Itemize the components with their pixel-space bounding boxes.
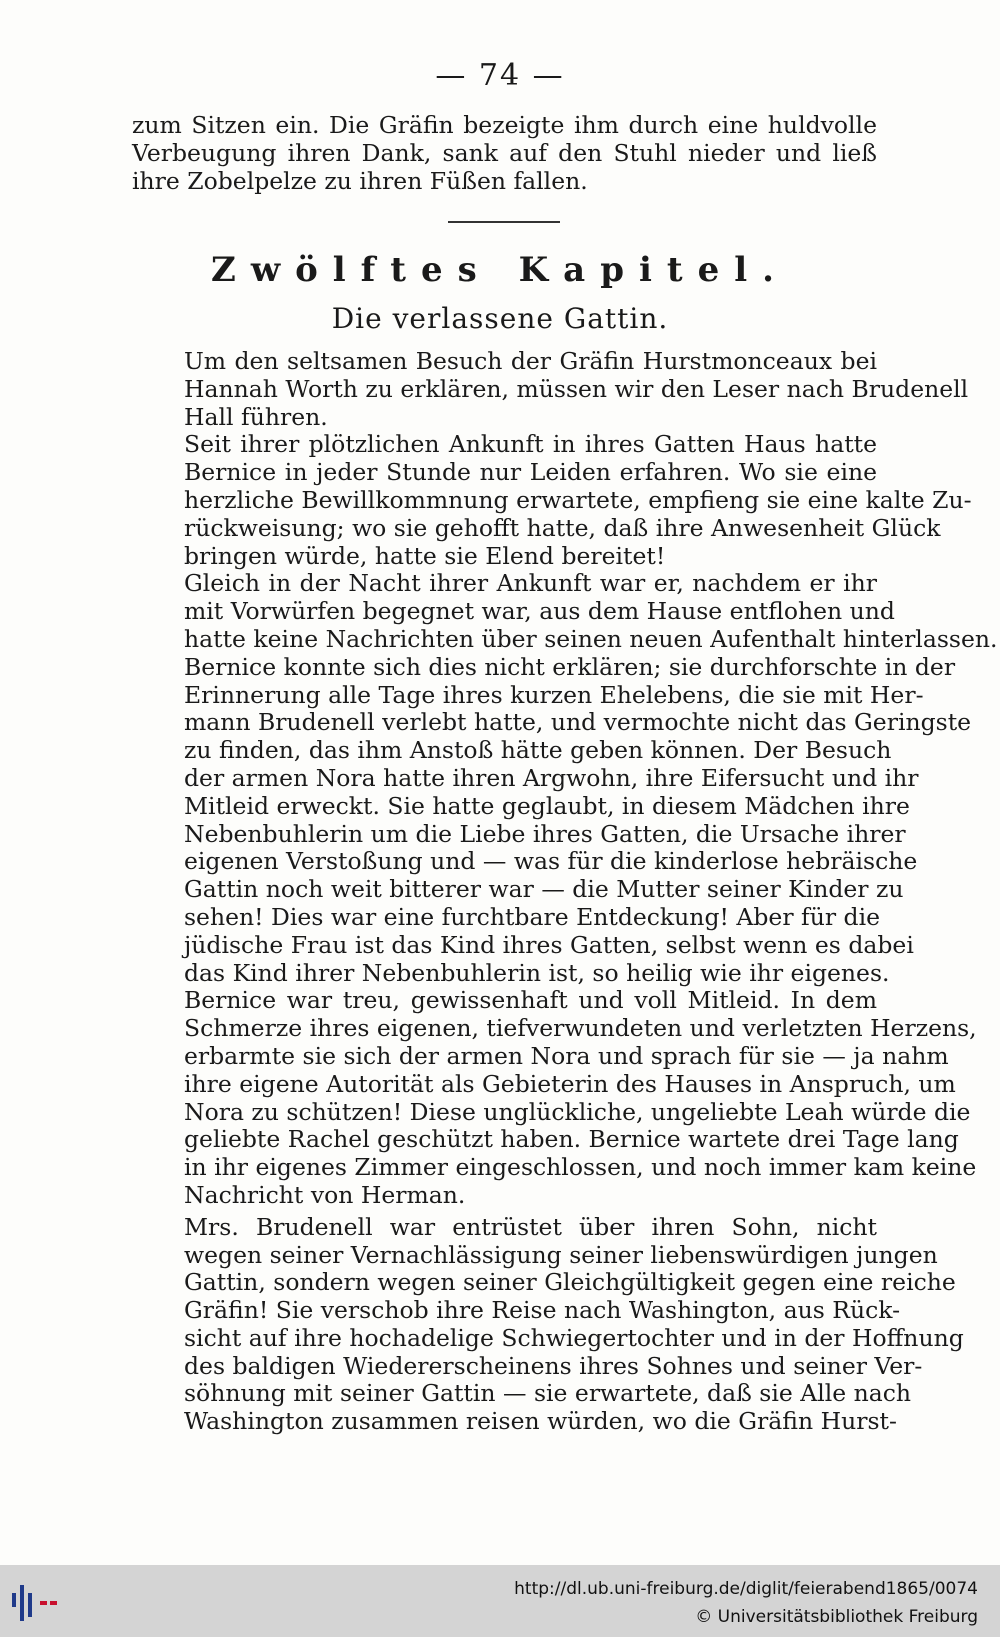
- copyright-notice: © Universitätsbibliothek Freiburg: [695, 1607, 978, 1627]
- chapter-subtitle: Die verlassene Gattin.: [331, 302, 669, 335]
- text-line: Schmerze ihres eigenen, tiefverwundeten und verletzten Herzens,: [184, 1014, 977, 1043]
- body-text: [132, 347, 998, 1436]
- text-line: rückweisung; wo sie gehofft hatte, daß ihre Anwesenheit Glück: [184, 513, 941, 542]
- text-line: Mitleid erweckt. Sie hatte geglaubt, in diesem Mädchen ihre: [184, 791, 910, 820]
- text-line: Gleich in der Nacht ihrer Ankunft war er, nachdem er ihr: [184, 569, 877, 598]
- text-line: mit Vorwürfen begegnet war, aus dem Hause entflohen und: [184, 597, 895, 626]
- text-line: Gattin noch weit bitterer war — die Mutter seiner Kinder zu: [184, 875, 904, 904]
- text-line: ihre Zobelpelze zu ihren Füßen fallen.: [132, 166, 588, 195]
- chapter-title: Zwölftes Kapitel.: [211, 250, 789, 290]
- text-line: bringen würde, hatte sie Elend bereitet!: [184, 541, 666, 570]
- text-line: der armen Nora hatte ihren Argwohn, ihre Eifersucht und ihr: [184, 763, 919, 792]
- text-line: sehen! Dies war eine furchtbare Entdeckung! Aber für die: [184, 902, 881, 931]
- text-line: Nebenbuhlerin um die Liebe ihres Gatten, die Ursache ihrer: [184, 819, 906, 848]
- text-line: sicht auf ihre hochadelige Schwiegertochter und in der Hoffnung: [184, 1323, 964, 1352]
- text-line: zum Sitzen ein. Die Gräfin bezeigte ihm durch eine huldvolle: [132, 111, 877, 139]
- text-line: herzliche Bewillkommnung erwartete, empfieng sie eine kalte Zu-: [184, 485, 972, 514]
- section-divider: [448, 221, 560, 223]
- text-line: Mrs. Brudenell war entrüstet über ihren Sohn, nicht: [184, 1212, 877, 1241]
- text-line: erbarmte sie sich der armen Nora und sprach für sie — ja nahm: [184, 1041, 949, 1070]
- text-line: Verbeugung ihren Dank, sank auf den Stuhl nieder und ließ: [132, 138, 877, 167]
- text-line: Gräfin! Sie verschob ihre Reise nach Washington, aus Rück-: [184, 1296, 901, 1325]
- text-line: hatte keine Nachrichten über seinen neuen Aufenthalt hinterlassen.: [184, 624, 998, 653]
- text-line: Bernice war treu, gewissenhaft und voll Mitleid. In dem: [184, 986, 877, 1015]
- text-line: Hannah Worth zu erklären, müssen wir den Leser nach Brudenell: [184, 374, 969, 403]
- text-line: Nachricht von Herman.: [184, 1180, 466, 1209]
- text-line: eigenen Verstoßung und — was für die kinderlose hebräische: [184, 847, 918, 876]
- text-line: Bernice in jeder Stunde nur Leiden erfahren. Wo sie eine: [184, 458, 877, 487]
- text-line: ihre eigene Autorität als Gebieterin des Hauses in Anspruch, um: [184, 1069, 956, 1098]
- ub-freiburg-logo-icon: [10, 1581, 62, 1625]
- text-line: Hall führen.: [184, 402, 328, 431]
- text-line: geliebte Rachel geschützt haben. Bernice wartete drei Tage lang: [184, 1125, 959, 1154]
- text-line: in ihr eigenes Zimmer eingeschlossen, und noch immer kam keine: [184, 1153, 977, 1182]
- text-line: das Kind ihrer Nebenbuhlerin ist, so heilig wie ihr eigenes.: [184, 958, 890, 987]
- text-line: Bernice konnte sich dies nicht erklären; sie durchforschte in der: [184, 652, 956, 681]
- text-line: söhnung mit seiner Gattin — sie erwartete, daß sie Alle nach: [184, 1379, 912, 1408]
- text-line: Erinnerung alle Tage ihres kurzen Ehelebens, die sie mit Her-: [184, 680, 924, 709]
- paragraph: [132, 430, 972, 570]
- text-line: wegen seiner Vernachlässigung seiner liebenswürdigen jungen: [184, 1240, 938, 1269]
- paragraph: [132, 347, 969, 431]
- paragraph: [132, 1212, 964, 1436]
- intro-text: [132, 112, 877, 195]
- footer-bar: [0, 1565, 1000, 1637]
- text-line: Um den seltsamen Besuch der Gräfin Hurstmonceaux bei: [184, 347, 877, 375]
- text-line: Gattin, sondern wegen seiner Gleichgültigkeit gegen eine reiche: [184, 1268, 956, 1297]
- text-line: Nora zu schützen! Diese unglückliche, ungeliebte Leah würde die: [184, 1097, 971, 1126]
- text-line: jüdische Frau ist das Kind ihres Gatten, selbst wenn es dabei: [184, 930, 914, 959]
- source-url[interactable]: http://dl.ub.uni-freiburg.de/diglit/feierabend1865/0074: [514, 1579, 978, 1599]
- page-number: — 74 —: [435, 58, 565, 93]
- paragraph: [132, 569, 998, 1209]
- text-line: Seit ihrer plötzlichen Ankunft in ihres Gatten Haus hatte: [184, 430, 877, 459]
- text-line: des baldigen Wiedererscheinens ihres Sohnes und seiner Ver-: [184, 1351, 923, 1380]
- text-line: zu finden, das ihm Anstoß hätte geben können. Der Besuch: [184, 736, 892, 765]
- text-line: mann Brudenell verlebt hatte, und vermochte nicht das Geringste: [184, 708, 972, 737]
- text-line: Washington zusammen reisen würden, wo die Gräfin Hurst-: [184, 1407, 897, 1436]
